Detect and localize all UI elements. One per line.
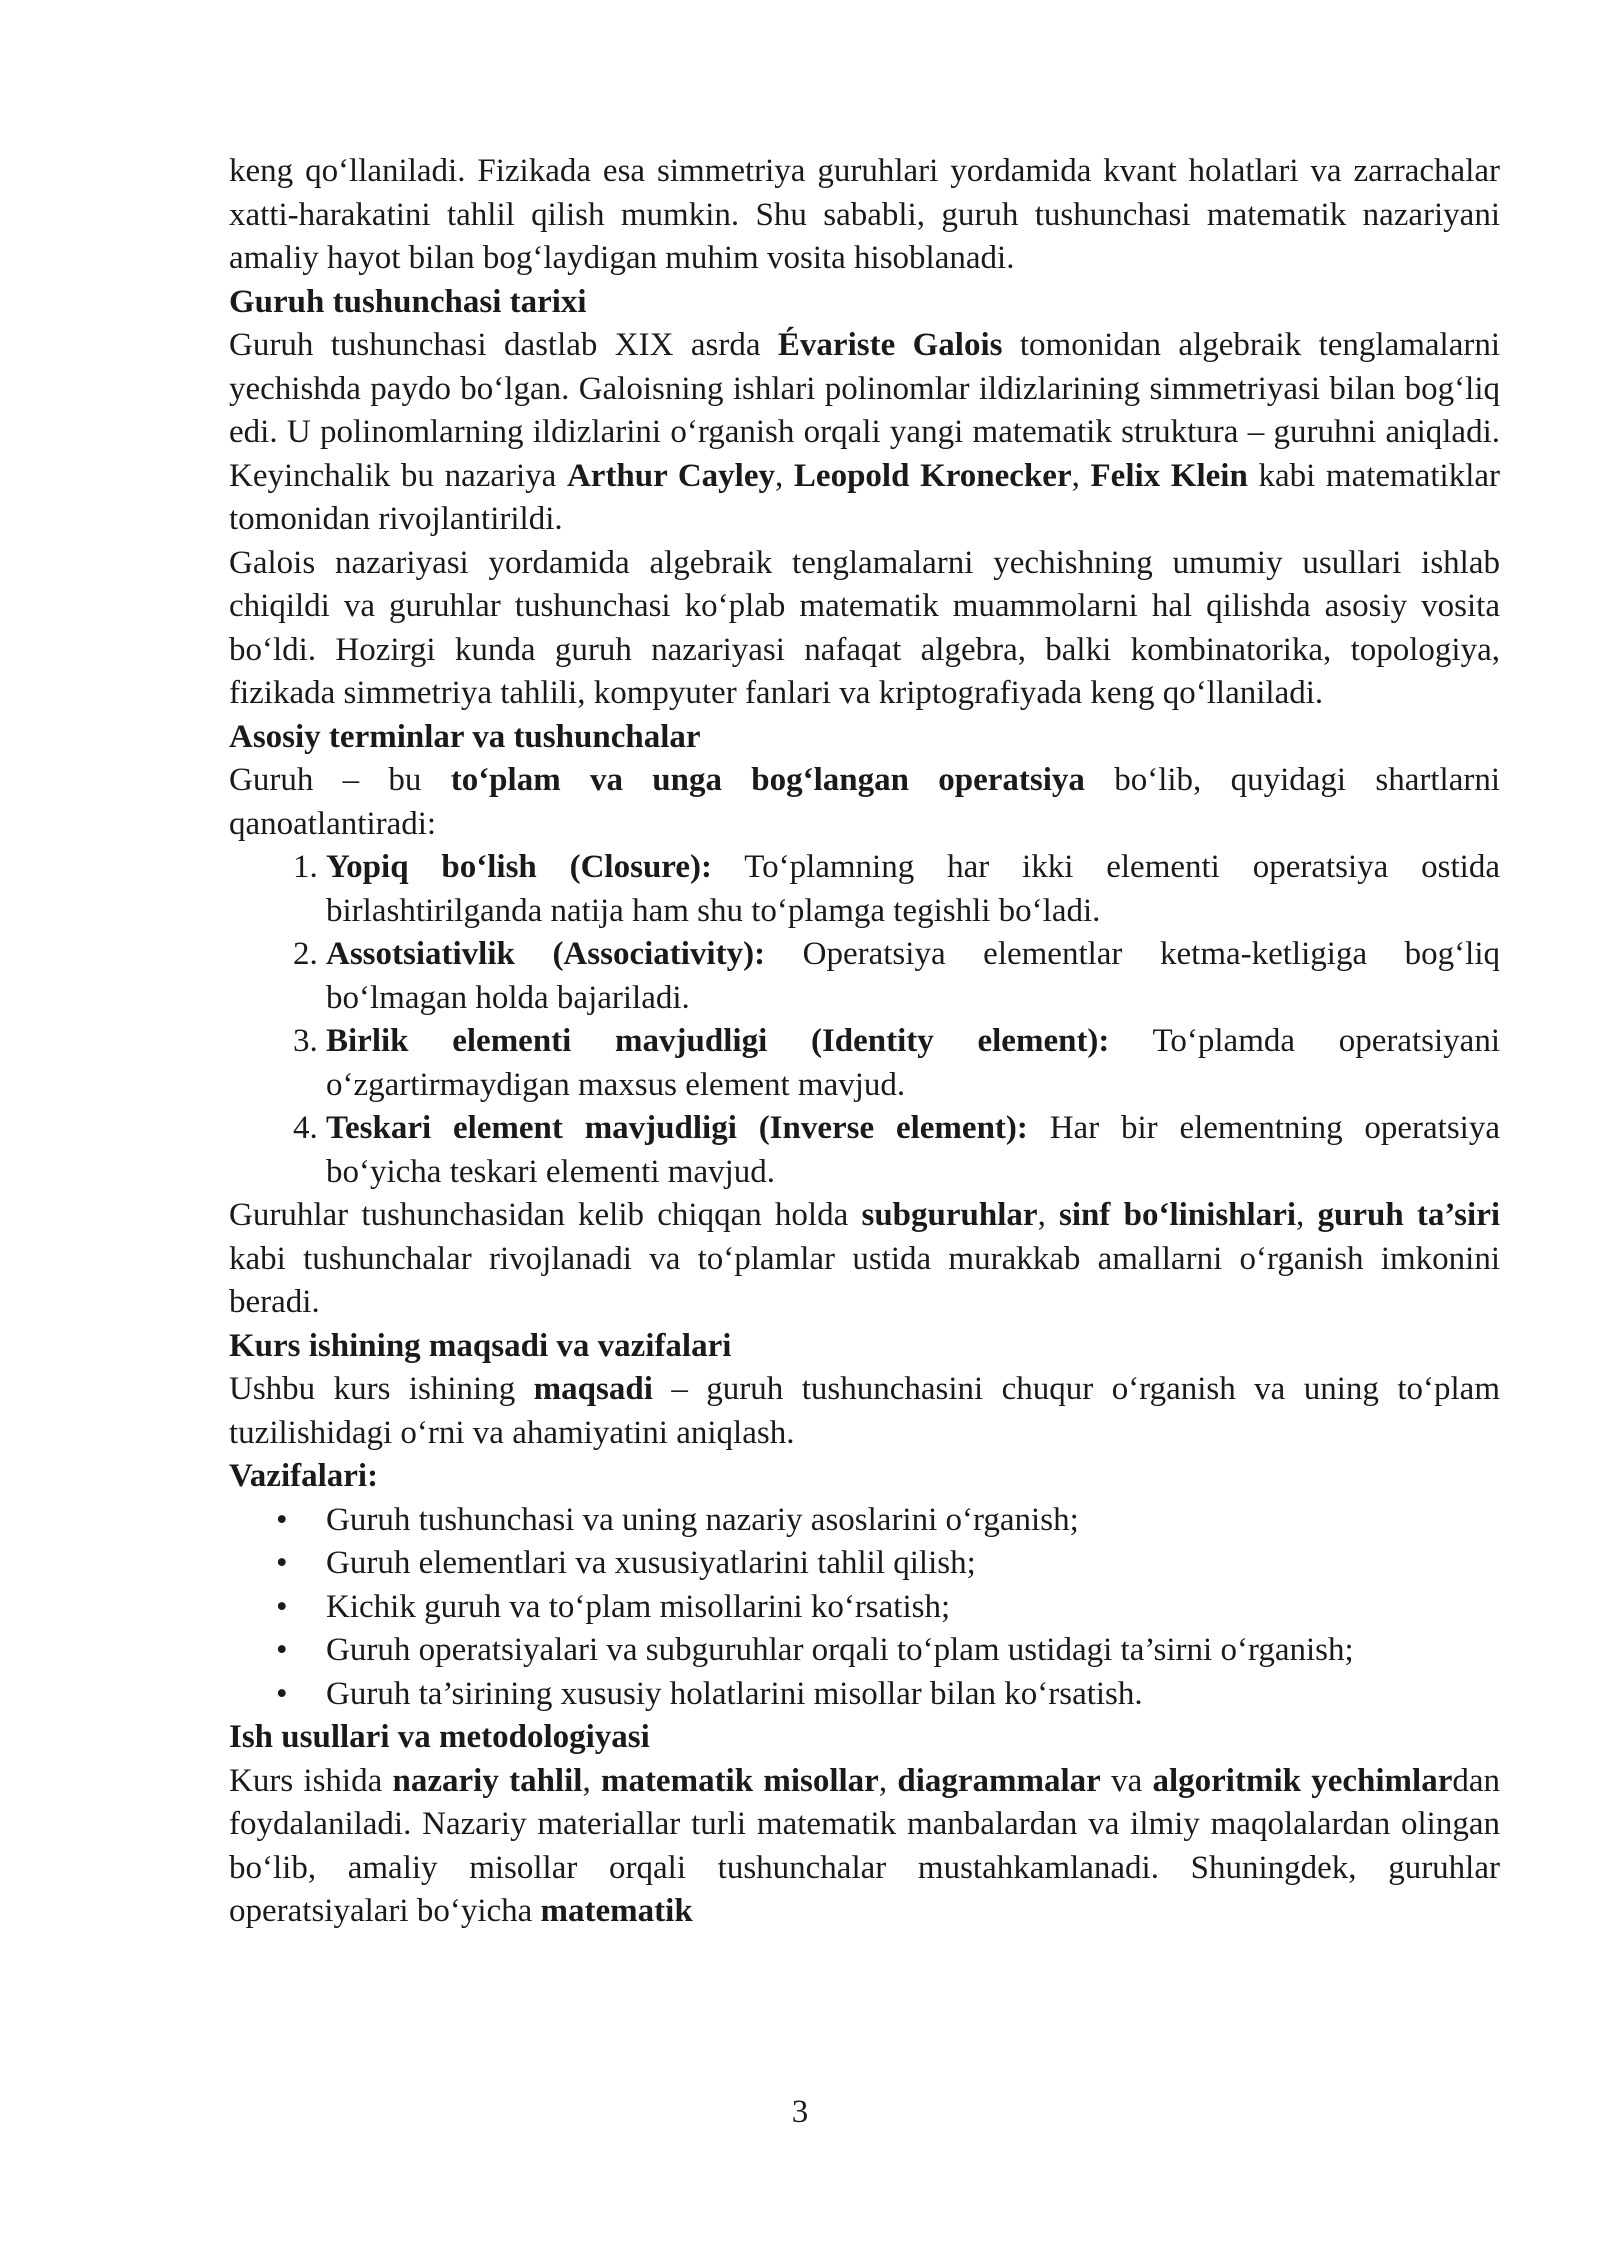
list-item: 3. Birlik elementi mavjudligi (Identity element): To‘plamda operatsiyani o‘zgartirmaydigan maxsus element mavjud. xyxy=(326,1020,1500,1107)
list-item: • Guruh ta’sirining xususiy holatlarini misollar bilan ko‘rsatish. xyxy=(326,1673,1500,1717)
terms-after-paragraph: Guruhlar tushunchasidan kelib chiqqan holda subguruhlar, sinf bo‘linishlari, guruh ta’siri kabi tushunchalar rivojlanadi va to‘plamlar ustida murakkab amallarni o‘rganish imkonini beradi. xyxy=(229,1197,1501,1320)
tasks-heading: Vazifalari: xyxy=(229,1458,379,1494)
list-item: 4. Teskari element mavjudligi (Inverse element): Har bir elementning operatsiya bo‘yicha teskari elementi mavjud. xyxy=(326,1107,1500,1194)
terms-list xyxy=(229,846,1500,1194)
section-heading-terms: Asosiy terminlar va tushunchalar xyxy=(229,718,701,755)
methods-paragraph: Kurs ishida nazariy tahlil, matematik misollar, diagrammalar va algoritmik yechimlardan foydalaniladi. Nazariy materiallar turli matematik manbalardan va ilmiy maqolalardan olingan bo‘lib, amaliy misollar orqali tushunchalar mustahkamlanadi. Shuningdek, guruhlar operatsiyalari bo‘yicha matematik xyxy=(229,1762,1501,1929)
list-item: • Guruh operatsiyalari va subguruhlar orqali to‘plam ustidagi ta’sirni o‘rganish; xyxy=(326,1629,1500,1673)
goals-paragraph: Ushbu kurs ishining maqsadi – guruh tushunchasini chuqur o‘rganish va uning to‘plam tuzilishidagi o‘rni va ahamiyatini aniqlash. xyxy=(229,1371,1500,1451)
page-number: 3 xyxy=(791,2094,809,2130)
intro-paragraph: keng qo‘llaniladi. Fizikada esa simmetriya guruhlari yordamida kvant holatlari va zarrachalar xatti-harakatini tahlil qilish mumkin. Shu sababli, guruh tushunchasi matematik nazariyani amaliy hayot bilan bog‘laydigan muhim vosita hisoblanadi. xyxy=(229,153,1500,276)
list-item: 1. Yopiq bo‘lish (Closure): To‘plamning har ikki elementi operatsiya ostida birlashtirilganda natija ham shu to‘plamga tegishli bo‘ladi. xyxy=(326,846,1500,933)
document-page xyxy=(229,150,1500,1934)
terms-intro: Guruh – bu to‘plam va unga bog‘langan operatsiya bo‘lib, quyidagi shartlarni qanoatlantiradi: xyxy=(229,762,1500,842)
section-heading-goals: Kurs ishining maqsadi va vazifalari xyxy=(229,1327,732,1364)
list-item: • Guruh elementlari va xususiyatlarini tahlil qilish; xyxy=(326,1542,1500,1586)
section-heading-history: Guruh tushunchasi tarixi xyxy=(229,283,587,320)
list-item: 2. Assotsiativlik (Associativity): Operatsiya elementlar ketma-ketligiga bog‘liq bo‘lmagan holda bajariladi. xyxy=(326,933,1500,1020)
section-heading-methods: Ish usullari va metodologiyasi xyxy=(229,1719,650,1755)
tasks-list xyxy=(229,1499,1500,1717)
history-paragraph-1: Guruh tushunchasi dastlab XIX asrda Évariste Galois tomonidan algebraik tenglamalarni yechishda paydo bo‘lgan. Galoisning ishlari polinomlar ildizlarining simmetriyasi bilan bog‘liq edi. U polinomlarning ildizlarini o‘rganish orqali yangi matematik struktura – guruhni aniqladi. Keyinchalik bu nazariya Arthur Cayley, Leopold Kronecker, Felix Klein kabi matematiklar tomonidan rivojlantirildi. xyxy=(229,327,1501,537)
list-item: • Kichik guruh va to‘plam misollarini ko‘rsatish; xyxy=(326,1586,1500,1630)
list-item: • Guruh tushunchasi va uning nazariy asoslarini o‘rganish; xyxy=(326,1499,1500,1543)
history-paragraph-2: Galois nazariyasi yordamida algebraik tenglamalarni yechishning umumiy usullari ishlab chiqildi va guruhlar tushunchasi ko‘plab matematik muammolarni hal qilishda asosiy vosita bo‘ldi. Hozirgi kunda guruh nazariyasi nafaqat algebra, balki kombinatorika, topologiya, fizikada simmetriya tahlili, kompyuter fanlari va kriptografiyada keng qo‘llaniladi. xyxy=(229,544,1500,711)
